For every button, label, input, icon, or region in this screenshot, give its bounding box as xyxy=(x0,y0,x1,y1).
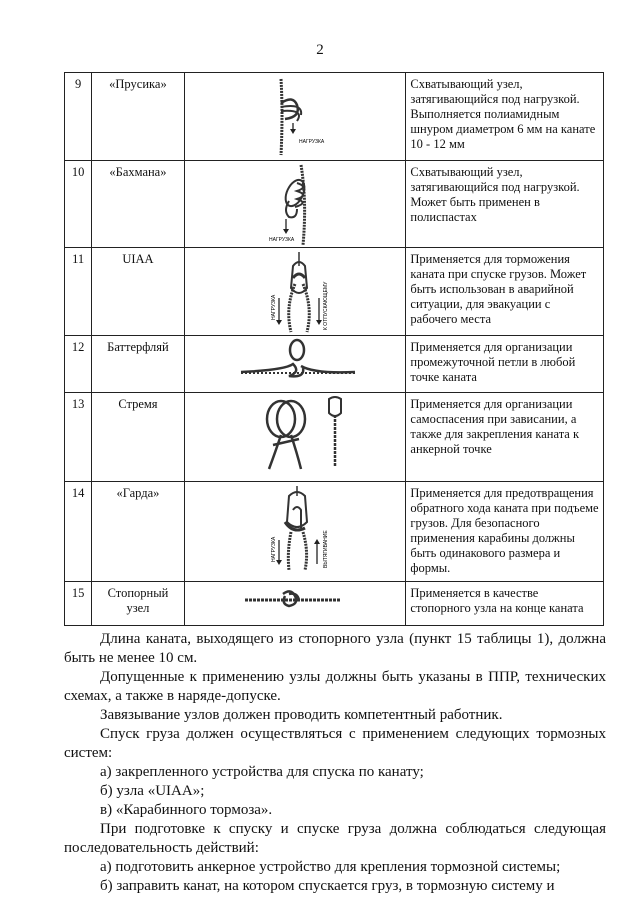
paragraph: Длина каната, выходящего из стопорного узла (пункт 15 таблицы 1), должна быть не менее 10 см. xyxy=(64,631,606,666)
table-row xyxy=(65,248,604,336)
knot-name: UIAA xyxy=(92,248,184,336)
body-text xyxy=(64,630,606,896)
row-number: 12 xyxy=(65,336,92,393)
load-label: НАГРУЗКА xyxy=(298,139,324,145)
stirrup-knot-illustration xyxy=(185,393,403,481)
stopper-knot-illustration xyxy=(185,582,403,625)
paragraph: Спуск груза должен осуществляться с применением следующих тормозных систем: xyxy=(64,726,606,761)
uiaa-knot-illustration xyxy=(185,248,403,335)
knot-name: Баттерфляй xyxy=(92,336,184,393)
page-number: 2 xyxy=(316,42,324,58)
knot-description: Схватывающий узел, затягивающийся под нагрузкой. Может быть применен в полиспастах xyxy=(406,161,604,248)
pull-label: ВЫТЯГИВАНИЕ xyxy=(322,530,329,568)
row-number: 10 xyxy=(65,161,92,248)
list-item: б) узла «UIAA»; xyxy=(100,783,205,799)
load-label: НАГРУЗКА xyxy=(270,294,277,320)
knot-name: «Прусика» xyxy=(92,73,184,161)
paragraph: Завязывание узлов должен проводить компетентный работник. xyxy=(100,707,503,723)
table-row xyxy=(65,73,604,161)
table-row xyxy=(65,161,604,248)
table-row xyxy=(65,336,604,393)
knot-name: Стремя xyxy=(92,393,184,482)
table-row xyxy=(65,582,604,626)
paragraph: Допущенные к применению узлы должны быть указаны в ППР, технических схемах, а также в наряде-допуске. xyxy=(64,669,606,704)
load-label: НАГРУЗКА xyxy=(270,536,277,562)
knot-name: «Гарда» xyxy=(92,482,184,582)
knot-description: Применяется для торможения каната при спуске грузов. Может быть использован в аварийной ситуации, для эвакуации с рабочего места xyxy=(406,248,604,336)
list-item: а) закрепленного устройства для спуска по канату; xyxy=(100,764,424,780)
bachmann-knot-illustration xyxy=(185,161,403,247)
table-row xyxy=(65,393,604,482)
load-label: НАГРУЗКА xyxy=(268,237,294,243)
row-number: 9 xyxy=(65,73,92,161)
row-number: 13 xyxy=(65,393,92,482)
row-number: 14 xyxy=(65,482,92,582)
table-row xyxy=(65,482,604,582)
release-label: К ОТПУСКАЮЩЕМУ xyxy=(322,281,329,330)
row-number: 15 xyxy=(65,582,92,626)
list-item: в) «Карабинного тормоза». xyxy=(100,802,273,818)
knot-description: Применяется для организации самоспасения при зависании, а также для закрепления каната к анкерной точке xyxy=(406,393,604,482)
knots-table xyxy=(64,72,604,626)
row-number: 11 xyxy=(65,248,92,336)
knot-description: Применяется для предотвращения обратного хода каната при подъеме грузов. Для безопасного применения карабины должны быть одинакового размера и формы. xyxy=(406,482,604,582)
list-item: а) подготовить анкерное устройство для крепления тормозной системы; xyxy=(100,859,561,875)
knot-description: Применяется для организации промежуточной петли в любой точке каната xyxy=(406,336,604,393)
knot-name: Стопорный узел xyxy=(92,582,184,626)
paragraph: При подготовке к спуску и спуске груза должна соблюдаться следующая последовательность действий: xyxy=(64,821,606,856)
knot-description: Схватывающий узел, затягивающийся под нагрузкой. Выполняется полиамидным шнуром диаметром 6 мм на канате 10 - 12 мм xyxy=(406,73,604,161)
prusik-knot-illustration xyxy=(185,73,403,160)
list-item: б) заправить канат, на котором спускается груз, в тормозную систему и xyxy=(100,878,555,894)
butterfly-knot-illustration xyxy=(185,336,403,392)
garda-knot-illustration xyxy=(185,482,403,581)
knot-description: Применяется в качестве стопорного узла на конце каната xyxy=(406,582,604,626)
knot-name: «Бахмана» xyxy=(92,161,184,248)
